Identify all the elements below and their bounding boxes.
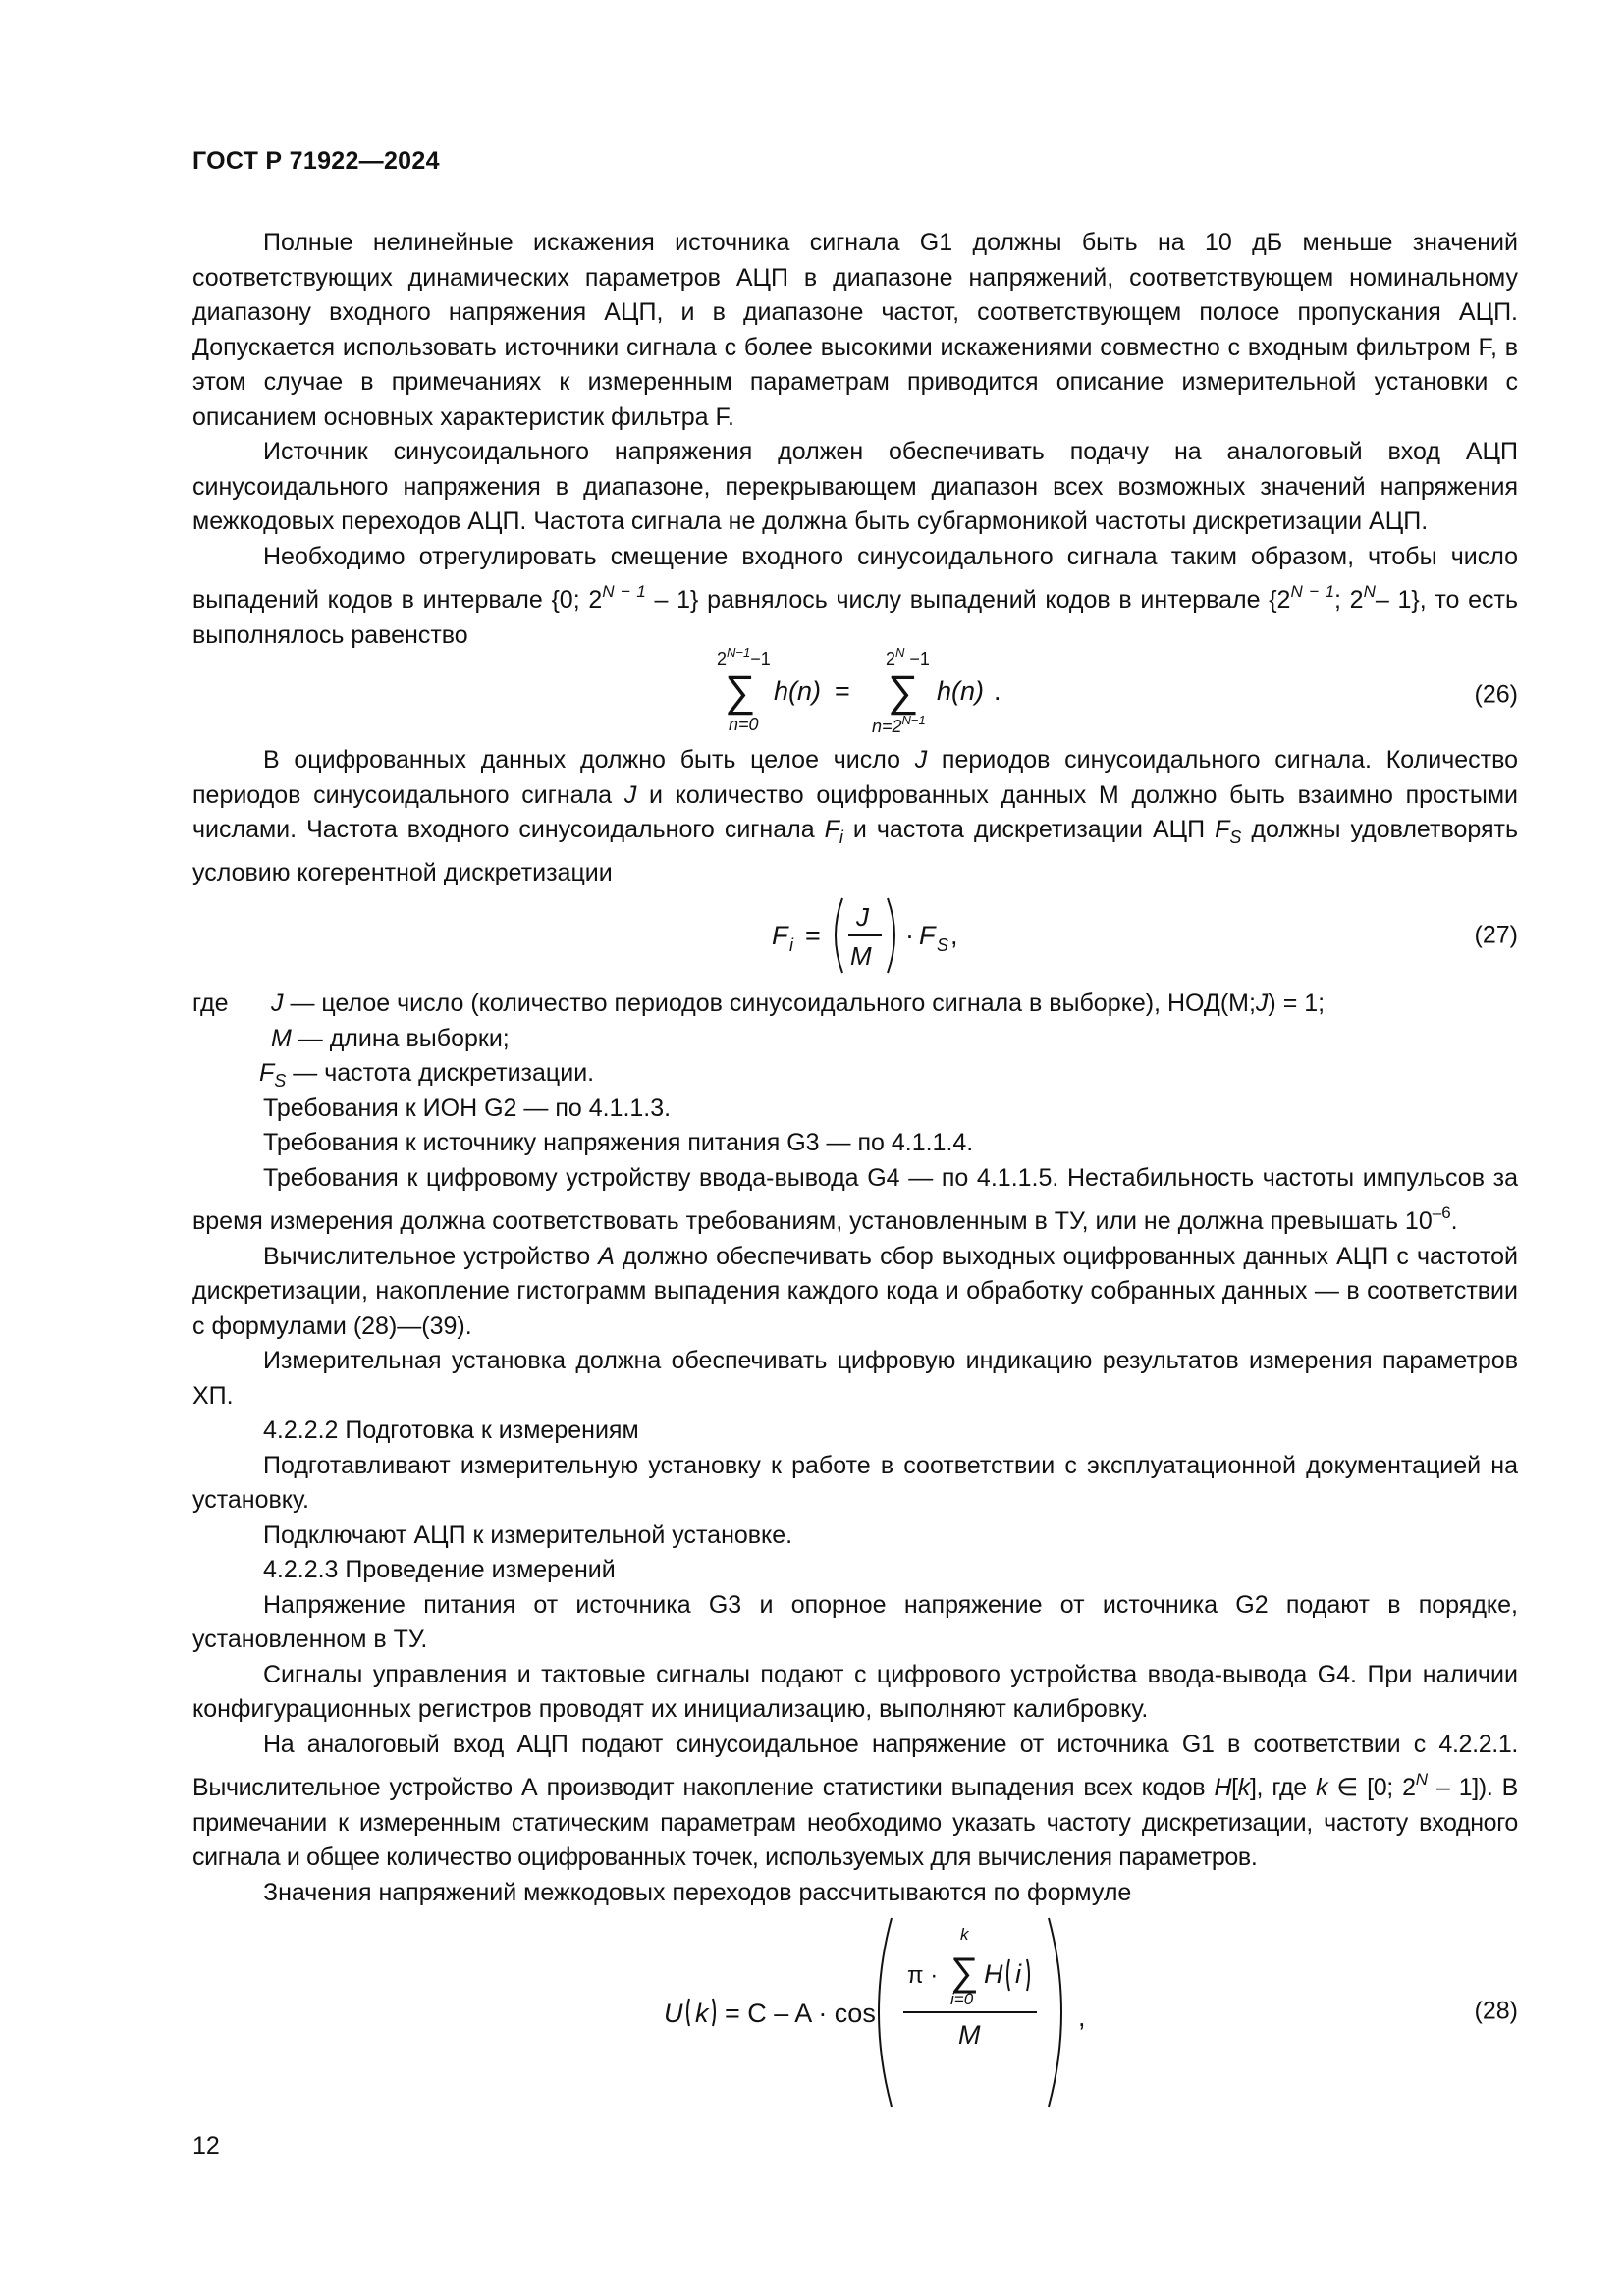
paragraph-req-g2: Требования к ИОН G2 — по 4.1.1.3. (263, 1094, 672, 1122)
eq28-lbracket-left (687, 1999, 689, 2026)
eq27-equals: = (805, 921, 821, 950)
eq28-lbracket-right (713, 1999, 715, 2026)
eq27-rhs-sub: S (937, 935, 949, 955)
eq27-right-paren (888, 898, 894, 973)
paragraph-power: Напряжение питания от источника G3 и опорное напряжение от источника G2 подают в порядке, установленном в ТУ. (192, 1590, 1518, 1653)
equation-26 (192, 645, 1518, 737)
eq27-left-paren (836, 898, 842, 973)
where-FS (192, 1056, 1518, 1092)
equation-26-number: (26) (1474, 680, 1518, 709)
paragraph-formula-intro: Значения напряжений межкодовых переходов рассчитываются по формуле (263, 1878, 1132, 1906)
paragraph-distortion: Полные нелинейные искажения источника сигнала G1 должны быть на 10 дБ меньше значений соответствующих динамических параметров АЦП в диапазоне напряжений, соответствующем номинальному диапазону входного напряжения АЦП, и в диапазоне частот, соответствующем полосе пропускания АЦП. Допускается использовать источники сигнала с более высокими искажениями совместно с входным фильтром F, в этом случае в примечаниях к измеренным параметрам приводится описание измерительной установки с описанием основных характеристик фильтра F. (192, 229, 1518, 431)
eq28-denominator: M (958, 2020, 981, 2050)
eq28-rhs-main: = C – A · cos (725, 1999, 876, 2028)
eq26-period: . (994, 676, 1001, 706)
eq28-lhs: U (664, 1999, 683, 2028)
eq28-sigma: ∑ (950, 1950, 979, 1994)
paragraph-input: На аналоговый вход АЦП подают синусоидальное напряжение от источника G1 в соответствии с 4.2.2.1. Вычислительное устройство А производит накопление статистики выпадения всех кодов H[k], где k ∈ [0; $2^N - 1$]). В примечании к измеренным статическим параметрам необходимо указать частоту дискретизации, частоту входного сигнала и общее количество оцифрованных точек, используемых для вычисления параметров. (192, 1730, 1519, 1871)
eq28-sum-upper: k (960, 1925, 969, 1944)
eq26-term2: h(n) (937, 676, 985, 706)
where-J-text: J — целое число (количество периодов синусоидального сигнала в выборке), НОД(M;J) = 1; (271, 989, 1326, 1017)
eq28-lhs-arg: k (695, 1999, 709, 2028)
eq26-upper2: $2^N -1$ (886, 645, 930, 668)
eq28-term-bracket-right (1027, 1959, 1029, 1991)
where-FS-text: $F_S$ — частота дискретизации. (259, 1059, 595, 1091)
equation-27-formula (772, 892, 1027, 981)
eq28-pi: π · (907, 1962, 939, 1989)
paragraph-offset: Необходимо отрегулировать смещение входного синусоидального сигнала таким образом, чтобы число выпадений кодов в интервале {0; $2^{N - 1} - 1$} равнялось числу выпадений кодов в интервале {$2^{N - 1}$; $2^N-$ 1}, то есть выполнялось равенство (192, 542, 1518, 649)
eq26-lower1: n=0 (729, 715, 759, 734)
page-number: 12 (192, 2132, 220, 2160)
paragraph-preparation: Подготавливают измерительную установку к работе в соответствии с эксплуатационной документацией на установку. (192, 1451, 1518, 1514)
equation-28-formula (664, 1910, 1076, 2111)
where-J (192, 987, 1518, 1022)
paragraph-coherent: В оцифрованных данных должно быть целое число J периодов синусоидального сигнала. Количество периодов синусоидального сигнала J и количество оцифрованных данных М должно быть взаимно простыми числами. Частота входного синусоидального сигнала $F_i$ и частота дискретизации АЦП $F_S$ должны удовлетворять условию когерентной дискретизации (192, 746, 1518, 886)
eq26-sigma1: ∑ (725, 667, 756, 716)
eq26-sigma2: ∑ (888, 667, 919, 716)
equation-27 (192, 890, 1518, 981)
eq27-denominator: M (850, 941, 872, 971)
paragraph-signals: Сигналы управления и тактовые сигналы подают с цифрового устройства ввода-вывода G4. При наличии конфигурационных регистров проводят их инициализацию, выполняют калибровку. (192, 1660, 1518, 1723)
eq28-sum-term: H (984, 1959, 1003, 1989)
paragraph-display: Измерительная установка должна обеспечивать цифровую индикацию результатов измерения параметров ХП. (192, 1347, 1518, 1410)
equation-26-formula (703, 645, 1214, 739)
paragraph-computing-device: Вычислительное устройство A должно обеспечивать сбор выходных оцифрованных данных АЦП с частотой дискретизации, накопление гистограмм выпадения каждого кода и обработку собранных данных — в соответствии с формулами (28)—(39). (192, 1242, 1518, 1340)
eq26-term1: h(n) (774, 676, 822, 706)
eq27-numerator: J (856, 902, 869, 932)
section-4-2-2-2: 4.2.2.2 Подготовка к измерениям (263, 1416, 639, 1444)
eq27-rhs: F (919, 921, 936, 950)
eq28-left-paren (879, 1918, 892, 2107)
paragraph-req-g3: Требования к источнику напряжения питания G3 — по 4.1.1.4. (263, 1129, 974, 1156)
section-4-2-2-3: 4.2.2.3 Проведение измерений (263, 1556, 616, 1583)
paragraph-sine-source: Источник синусоидального напряжения должен обеспечивать подачу на аналоговый вход АЦП синусоидального напряжения в диапазоне, перекрывающем диапазон всех возможных значений напряжения межкодовых переходов АЦП. Частота сигнала не должна быть субгармоникой частоты дискретизации АЦП. (192, 438, 1518, 535)
eq27-lhs-sub: i (789, 935, 793, 955)
document-body (192, 226, 1518, 2111)
eq26-lower2: $n=2^{N-1}$ (872, 713, 926, 736)
eq27-comma: , (950, 921, 958, 950)
eq26-equals: = (835, 676, 850, 706)
paragraph-req-g4: Требования к цифровому устройству ввода-вывода G4 — по 4.1.1.5. Нестабильность частоты импульсов за время измерения должна соответствовать требованиям, установленным в ТУ, или не должна превышать $10^{-6}$. (192, 1163, 1518, 1235)
paragraph-connect: Подключают АЦП к измерительной установке. (263, 1521, 793, 1549)
eq28-sum-lower: i=0 (950, 1990, 974, 2008)
eq27-lhs: F (772, 921, 788, 950)
equation-27-number: (27) (1474, 921, 1518, 949)
eq28-sum-arg: i (1015, 1959, 1021, 1989)
eq26-upper1: $2^{N-1}-1$ (717, 645, 771, 668)
where-label: где (192, 989, 229, 1017)
where-M-text: M — длина выборки; (271, 1024, 510, 1052)
equation-28 (192, 1910, 1518, 2111)
eq28-right-paren (1049, 1918, 1061, 2107)
eq28-comma: , (1078, 2002, 1086, 2032)
equation-28-number: (28) (1474, 1996, 1518, 2024)
where-M (192, 1022, 1518, 1057)
eq28-term-bracket-left (1007, 1959, 1009, 1991)
document-header: ГОСТ Р 71922—2024 (192, 147, 440, 175)
eq27-dot: · (905, 921, 914, 950)
